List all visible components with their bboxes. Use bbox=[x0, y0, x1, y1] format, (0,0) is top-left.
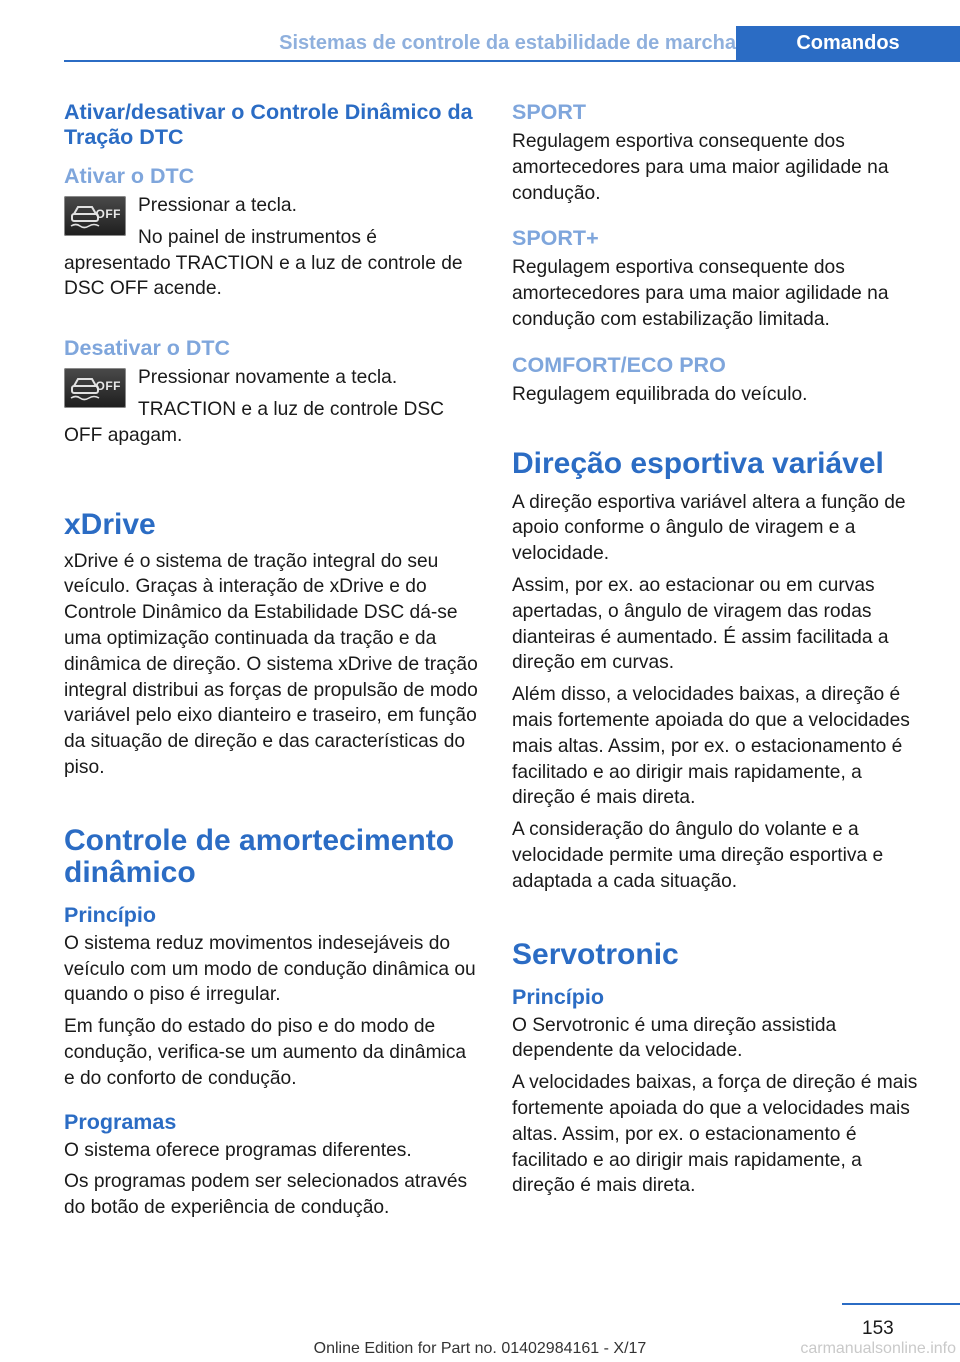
comfort-eco-pro-paragraph: Regulagem equilibrada do veículo. bbox=[512, 383, 808, 405]
direcao-esportiva-title: Direção esportiva variável bbox=[512, 446, 884, 480]
sport-paragraph: Regulagem esportiva consequente dos amortecedores para uma maior agilidade na condução. bbox=[512, 131, 889, 204]
left-column bbox=[64, 100, 478, 1227]
comfort-eco-pro-title: COMFORT/ECO PRO bbox=[512, 352, 726, 377]
ativar-dtc-block bbox=[64, 193, 478, 308]
servotronic-p1: O Servotronic é uma direção assistida dependente da velocidade. bbox=[512, 1014, 837, 1062]
off-label: OFF bbox=[95, 207, 121, 221]
dtc-off-button-icon bbox=[64, 368, 126, 408]
damping-principio-p2: Em função do estado do piso e do modo de condução, verifica-se um aumento da dinâmica e do conforto de condução. bbox=[64, 1016, 467, 1089]
programas-p1: O sistema oferece programas diferentes. bbox=[64, 1139, 412, 1161]
footer-edition-text: Online Edition for Part no. 01402984161 - X/17 bbox=[313, 1340, 647, 1357]
off-label: OFF bbox=[95, 379, 121, 394]
dtc-off-button-icon bbox=[64, 196, 126, 236]
direcao-p1: A direção esportiva variável altera a função de apoio conforme o ângulo de viragem e a velocidade. bbox=[512, 491, 906, 565]
desativar-step-2: TRACTION e a luz de controle DSC OFF apagam. bbox=[64, 398, 445, 446]
programas-p2: Os programas podem ser selecionados através do botão de experiência de condução. bbox=[64, 1171, 468, 1219]
sportplus-title: SPORT+ bbox=[512, 226, 599, 251]
page-header bbox=[64, 26, 960, 62]
desativar-dtc-title: Desativar o DTC bbox=[64, 336, 231, 361]
right-column bbox=[512, 100, 926, 1205]
direcao-p2: Assim, por ex. ao estacionar ou em curvas apertadas, o ângulo de viragem das rodas dianteiras é aumentado. É assim facilitada a direção em curvas. bbox=[512, 574, 889, 674]
header-chapter-tab: Comandos bbox=[736, 26, 960, 62]
ativar-step-2: No painel de instrumentos é apresentado TRACTION e a luz de controle de DSC OFF acende. bbox=[64, 226, 463, 300]
watermark-text: carmanualsonline.info bbox=[800, 1340, 956, 1357]
xdrive-paragraph: xDrive é o sistema de tração integral do seu veículo. Graças à interação de xDrive e do Controle Dinâmico da Estabilidade DSC dá-se uma optimização continuada da tração e da dinâmica de direção. O sistema xDrive de tração integral distribui as forças de propulsão de modo variável pelo eixo dianteiro e traseiro, em função da situação de direção e das características do piso. bbox=[64, 550, 478, 778]
servotronic-p2: A velocidades baixas, a força de direção é mais fortemente apoiada do que a velocidades mais altas. Assim, por ex. o estacionamento é facilitado e ao dirigir mais rapidamente, a direção é mais direta. bbox=[512, 1072, 918, 1197]
desativar-dtc-block bbox=[64, 365, 478, 454]
xdrive-title: xDrive bbox=[64, 507, 156, 541]
servotronic-principio-title: Princípio bbox=[512, 984, 604, 1009]
desativar-step-1: Pressionar novamente a tecla. bbox=[138, 367, 398, 389]
servotronic-title: Servotronic bbox=[512, 937, 679, 971]
header-section-title: Sistemas de controle da estabilidade de marcha bbox=[279, 32, 736, 54]
sport-title: SPORT bbox=[512, 100, 587, 124]
footer-rule bbox=[842, 1303, 960, 1305]
damping-principio-title: Princípio bbox=[64, 902, 156, 927]
dtc-heading: Ativar/desativar o Controle Dinâmico da Tração DTC bbox=[64, 100, 473, 149]
page-number: 153 bbox=[862, 1318, 894, 1339]
programas-title: Programas bbox=[64, 1109, 177, 1134]
damping-principio-p1: O sistema reduz movimentos indesejáveis do veículo com um modo de condução dinâmica ou quando o piso é irregular. bbox=[64, 932, 476, 1006]
direcao-p4: A consideração do ângulo do volante e a velocidade permite uma direção esportiva e adaptada a cada situação. bbox=[512, 819, 884, 892]
ativar-step-1: Pressionar a tecla. bbox=[138, 195, 297, 216]
sportplus-paragraph: Regulagem esportiva consequente dos amortecedores para uma maior agilidade na condução com estabilização limitada. bbox=[512, 257, 889, 330]
header-rule bbox=[64, 60, 736, 62]
damping-title: Controle de amortecimento dinâmico bbox=[64, 823, 455, 889]
direcao-p3: Além disso, a velocidades baixas, a direção é mais fortemente apoiada do que a velocidades mais altas. Assim, por ex. o estacionamento é facilitado e ao dirigir mais rapidamente, a direção é mais direta. bbox=[512, 684, 910, 809]
ativar-dtc-title: Ativar o DTC bbox=[64, 164, 195, 188]
